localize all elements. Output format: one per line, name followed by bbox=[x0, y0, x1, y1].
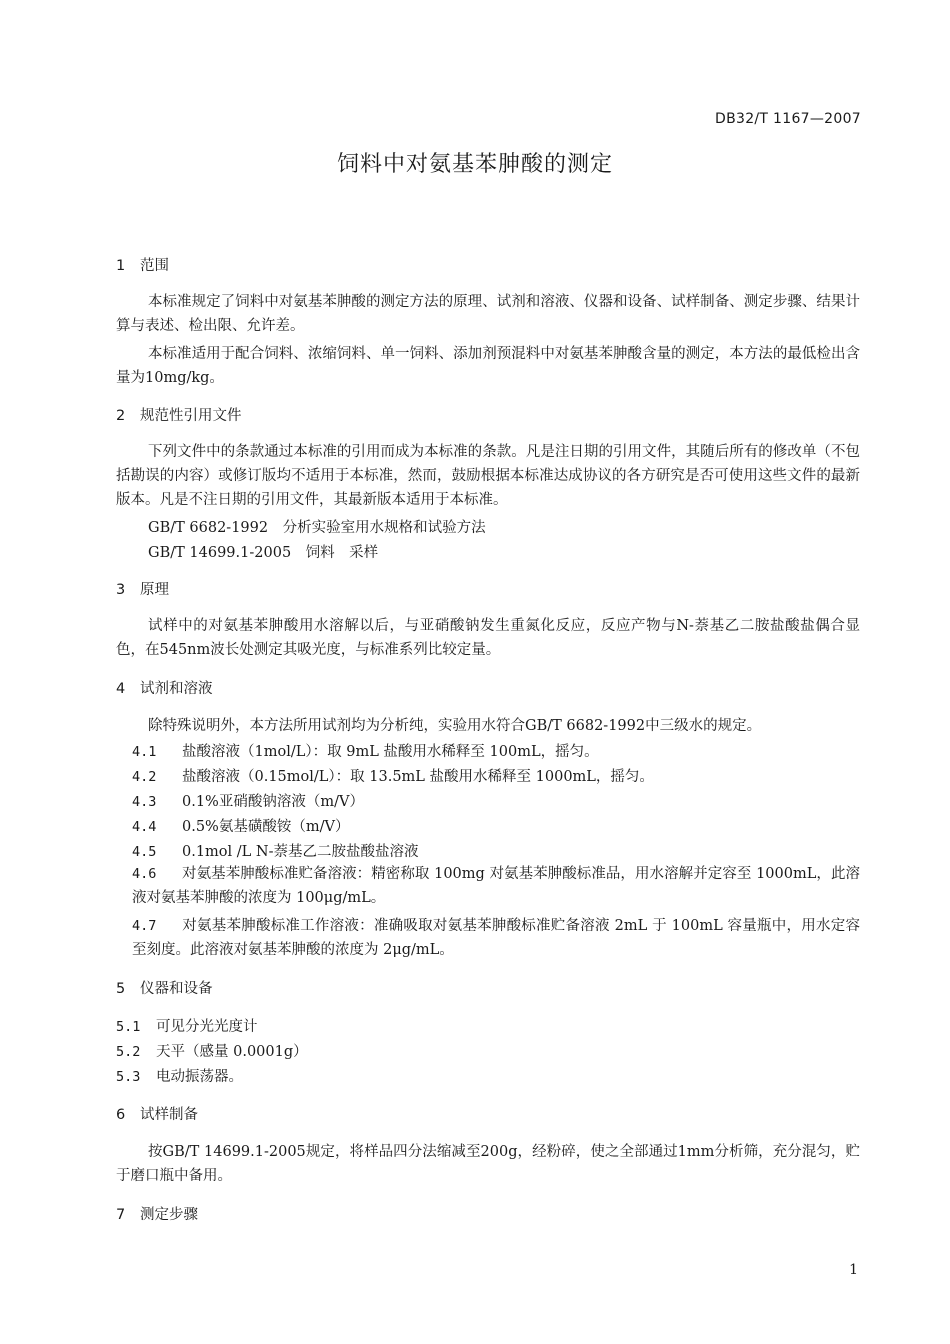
item-text: 0.1%亚硝酸钠溶液（m/V） bbox=[182, 794, 364, 810]
section-title: 测定步骤 bbox=[140, 1207, 198, 1223]
section-5-heading bbox=[116, 977, 213, 998]
list-item bbox=[132, 765, 654, 786]
section-1-paragraph-2: 本标准适用于配合饲料、浓缩饲料、单一饲料、添加剂预混料中对氨基苯胂酸含量的测定，本方法的最低检出含量为10mg/kg。 bbox=[116, 346, 860, 386]
section-4-heading bbox=[116, 677, 213, 698]
item-number: 4.1 bbox=[132, 744, 157, 760]
item-number: 5.2 bbox=[116, 1044, 141, 1060]
list-item bbox=[132, 914, 860, 962]
item-number: 4.6 bbox=[132, 866, 157, 882]
list-item bbox=[116, 1065, 243, 1086]
page-number: 1 bbox=[849, 1262, 858, 1278]
section-3-heading bbox=[116, 578, 169, 599]
list-item bbox=[132, 840, 419, 861]
item-number: 5.3 bbox=[116, 1069, 141, 1085]
reference-1: GB/T 6682-1992 分析实验室用水规格和试验方法 bbox=[148, 520, 486, 536]
section-7-heading bbox=[116, 1203, 198, 1224]
item-text: 天平（感量 0.0001g） bbox=[156, 1044, 308, 1060]
list-item bbox=[116, 1015, 258, 1036]
section-title: 试剂和溶液 bbox=[140, 681, 213, 697]
item-number: 4.4 bbox=[132, 819, 157, 835]
section-title: 范围 bbox=[140, 258, 169, 274]
list-item bbox=[132, 815, 349, 836]
section-title: 仪器和设备 bbox=[140, 981, 213, 997]
reference-2: GB/T 14699.1-2005 饲料 采样 bbox=[148, 545, 379, 561]
section-1-paragraph-1: 本标准规定了饲料中对氨基苯胂酸的测定方法的原理、试剂和溶液、仪器和设备、试样制备、测定步骤、结果计算与表述、检出限、允许差。 bbox=[116, 294, 860, 334]
item-text: 对氨基苯胂酸标准工作溶液：准确吸取对氨基苯胂酸标准贮备溶液 2mL 于 100mL 容量瓶中，用水定容至刻度。此溶液对氨基苯胂酸的浓度为 2μg/mL。 bbox=[132, 918, 860, 958]
section-title: 试样制备 bbox=[140, 1107, 198, 1123]
section-number: 6 bbox=[116, 1107, 126, 1123]
section-title: 原理 bbox=[140, 582, 169, 598]
section-6-paragraph-1: 按GB/T 14699.1-2005规定，将样品四分法缩减至200g，经粉碎，使之全部通过1mm分析筛，充分混匀，贮于磨口瓶中备用。 bbox=[116, 1144, 860, 1184]
item-text: 可见分光光度计 bbox=[156, 1019, 258, 1035]
item-text: 0.1mol /L N-萘基乙二胺盐酸盐溶液 bbox=[182, 844, 419, 860]
item-number: 4.7 bbox=[132, 918, 157, 934]
section-number: 7 bbox=[116, 1207, 126, 1223]
section-2-heading bbox=[116, 404, 242, 425]
section-number: 4 bbox=[116, 681, 126, 697]
list-item bbox=[132, 740, 599, 761]
document-title: 饲料中对氨基苯胂酸的测定 bbox=[336, 152, 613, 177]
section-number: 1 bbox=[116, 258, 126, 274]
section-title: 规范性引用文件 bbox=[140, 408, 242, 424]
list-item bbox=[116, 1040, 308, 1061]
item-text: 电动振荡器。 bbox=[156, 1069, 243, 1085]
section-number: 5 bbox=[116, 981, 126, 997]
list-item bbox=[132, 790, 364, 811]
list-item bbox=[132, 862, 860, 910]
item-number: 4.3 bbox=[132, 794, 157, 810]
section-number: 2 bbox=[116, 408, 126, 424]
section-1-heading bbox=[116, 254, 169, 275]
section-4-intro: 除特殊说明外，本方法所用试剂均为分析纯，实验用水符合GB/T 6682-1992中三级水的规定。 bbox=[148, 718, 762, 734]
section-2-paragraph-1: 下列文件中的条款通过本标准的引用而成为本标准的条款。凡是注日期的引用文件，其随后所有的修改单（不包括勘误的内容）或修订版均不适用于本标准，然而，鼓励根据本标准达成协议的各方研究是否可使用这些文件的最新版本。凡是不注日期的引用文件，其最新版本适用于本标准。 bbox=[116, 444, 860, 508]
item-number: 4.5 bbox=[132, 844, 157, 860]
item-text: 对氨基苯胂酸标准贮备溶液：精密称取 100mg 对氨基苯胂酸标准品，用水溶解并定容至 1000mL，此溶液对氨基苯胂酸的浓度为 100μg/mL。 bbox=[132, 866, 860, 906]
item-text: 盐酸溶液（1mol/L）：取 9mL 盐酸用水稀释至 100mL，摇匀。 bbox=[182, 744, 599, 760]
item-text: 盐酸溶液（0.15mol/L）：取 13.5mL 盐酸用水稀释至 1000mL，摇匀。 bbox=[182, 769, 654, 785]
section-number: 3 bbox=[116, 582, 126, 598]
section-6-heading bbox=[116, 1103, 198, 1124]
item-number: 5.1 bbox=[116, 1019, 141, 1035]
document-code: DB32/T 1167—2007 bbox=[715, 111, 861, 127]
item-number: 4.2 bbox=[132, 769, 157, 785]
item-text: 0.5%氨基磺酸铵（m/V） bbox=[182, 819, 350, 835]
section-3-paragraph-1: 试样中的对氨基苯胂酸用水溶解以后，与亚硝酸钠发生重氮化反应，反应产物与N-萘基乙二胺盐酸盐偶合显色，在545nm波长处测定其吸光度，与标准系列比较定量。 bbox=[116, 618, 860, 658]
